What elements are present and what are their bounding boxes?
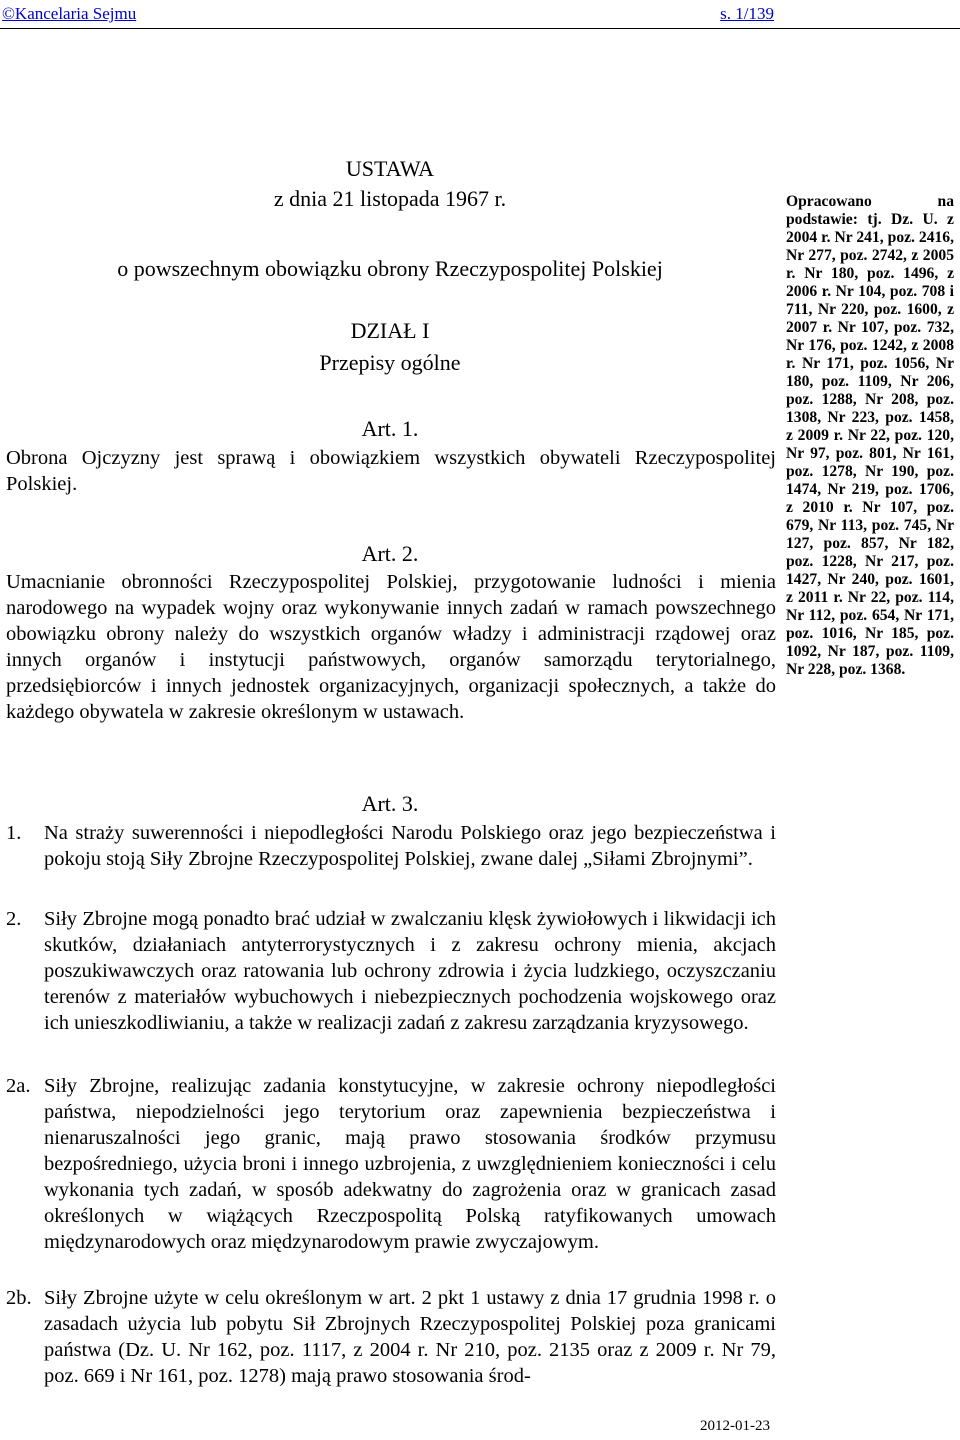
source-note-text: tj. Dz. U. z 2004 r. Nr 241, poz. 2416, Nr 277, poz. 2742, z 2005 r. Nr 180, poz. 1496, z 2006 r. Nr 104, poz. 708 i 711, Nr 220, poz. 1600, z 2007 r. Nr 107, poz. 732, Nr 176, poz. 1242, z 2008 r. Nr 171, poz. 1056, Nr 180, poz. 1109, Nr 206, poz. 1288, Nr 208, poz. 1308, Nr 223, poz. 1458, z 2009 r. Nr 22, poz. 120, Nr 97, poz. 801, Nr 161, poz. 1278, Nr 190, poz. 1474, Nr 219, poz. 1706, z 2010 r. Nr 107, poz. 679, Nr 113, poz. 745, Nr 127, poz. 857, Nr 182, poz. 1228, Nr 217, poz. 1427, Nr 240, poz. 1601, z 2011 r. Nr 22, poz. 114, Nr 112, poz. 654, Nr 171, poz. 1016, Nr 185, poz. 1092, Nr 187, poz. 1109, Nr 228, poz. 1368. [786, 211, 954, 678]
source-note [786, 193, 954, 679]
footer-date: 2012-01-23 [700, 1418, 770, 1434]
item-number: 1. [6, 822, 22, 844]
art2-text: Umacnianie obronności Rzeczypospolitej Polskiej, przygotowanie ludności i mienia narodowego na wypadek wojny oraz wykonywanie innych zadań w ramach powszechnego obowiązku obrony należy do wszystkich organów władzy i administracji rządowej oraz innych organów i instytucji państwowych, organów samorządu terytorialnego, przedsiębiorców i innych jednostek organizacyjnych, organizacji społecznych, a także do każdego obywatela w zakresie określonym w ustawach. [6, 571, 776, 723]
art1-text: Obrona Ojczyzny jest sprawą i obowiązkiem wszystkich obywateli Rzeczypospolitej Polskiej. [6, 447, 776, 495]
page-number[interactable]: s. 1/139 [720, 4, 774, 23]
header-divider [0, 28, 960, 29]
art1-label: Art. 1. [361, 416, 419, 441]
item-number: 2a. [6, 1075, 31, 1097]
item-text: Siły Zbrojne użyte w celu określonym w art. 2 pkt 1 ustawy z dnia 17 grudnia 1998 r. o zasadach użycia lub pobytu Sił Zbrojnych Rzeczypospolitej Polskiej poza granicami państwa (Dz. U. Nr 162, poz. 1117, z 2004 r. Nr 210, poz. 2135 oraz z 2009 r. Nr 79, poz. 669 i Nr 161, poz. 1278) mają prawo stosowania środ- [44, 1287, 776, 1387]
source-label[interactable]: ©Kancelaria Sejmu [2, 4, 137, 23]
art3-label: Art. 3. [361, 791, 419, 816]
source-note-label: Opracowano na podstawie: [786, 193, 954, 228]
act-date: z dnia 21 listopada 1967 r. [273, 186, 507, 211]
chapter-title: Przepisy ogólne [319, 350, 461, 375]
item-text: Siły Zbrojne, realizując zadania konstytucyjne, w zakresie ochrony niepodległości państwa, niepodzielności jego terytorium oraz zapewnienia bezpieczeństwa i nienaruszalności jego granic, mają prawo stosowania środków przymusu bezpośredniego, użycia broni i innego uzbrojenia, z uwzględnieniem konieczności i celu wykonania tych zadań, w sposób adekwatny do zagrożenia oraz w granicach zasad określonych w wiążących Rzeczpospolitą Polską ratyfikowanych umowach międzynarodowych oraz międzynarodowym prawie zwyczajowym. [44, 1075, 776, 1253]
art2-label: Art. 2. [361, 541, 419, 566]
item-number: 2. [6, 908, 22, 930]
item-text: Na straży suwerenności i niepodległości Narodu Polskiego oraz jego bezpieczeństwa i pokoju stoją Siły Zbrojne Rzeczypospolitej Polskiej, zwane dalej „Siłami Zbrojnymi”. [44, 822, 776, 870]
chapter-label: DZIAŁ I [350, 318, 430, 343]
item-number: 2b. [6, 1287, 32, 1309]
act-type: USTAWA [345, 156, 435, 181]
item-text: Siły Zbrojne mogą ponadto brać udział w zwalczaniu klęsk żywiołowych i likwidacji ich skutków, działaniach antyterrorystycznych i z zakresu ochrony mienia, akcjach poszukiwawczych oraz ratowania lub ochrony zdrowia i życia ludzkiego, oczyszczaniu terenów z materiałów wybuchowych i niebezpiecznych pochodzenia wojskowego oraz ich unieszkodliwianiu, a także w realizacji zadań z zakresu zarządzania kryzysowego. [44, 908, 776, 1034]
act-subject: o powszechnym obowiązku obrony Rzeczypospolitej Polskiej [117, 256, 663, 281]
